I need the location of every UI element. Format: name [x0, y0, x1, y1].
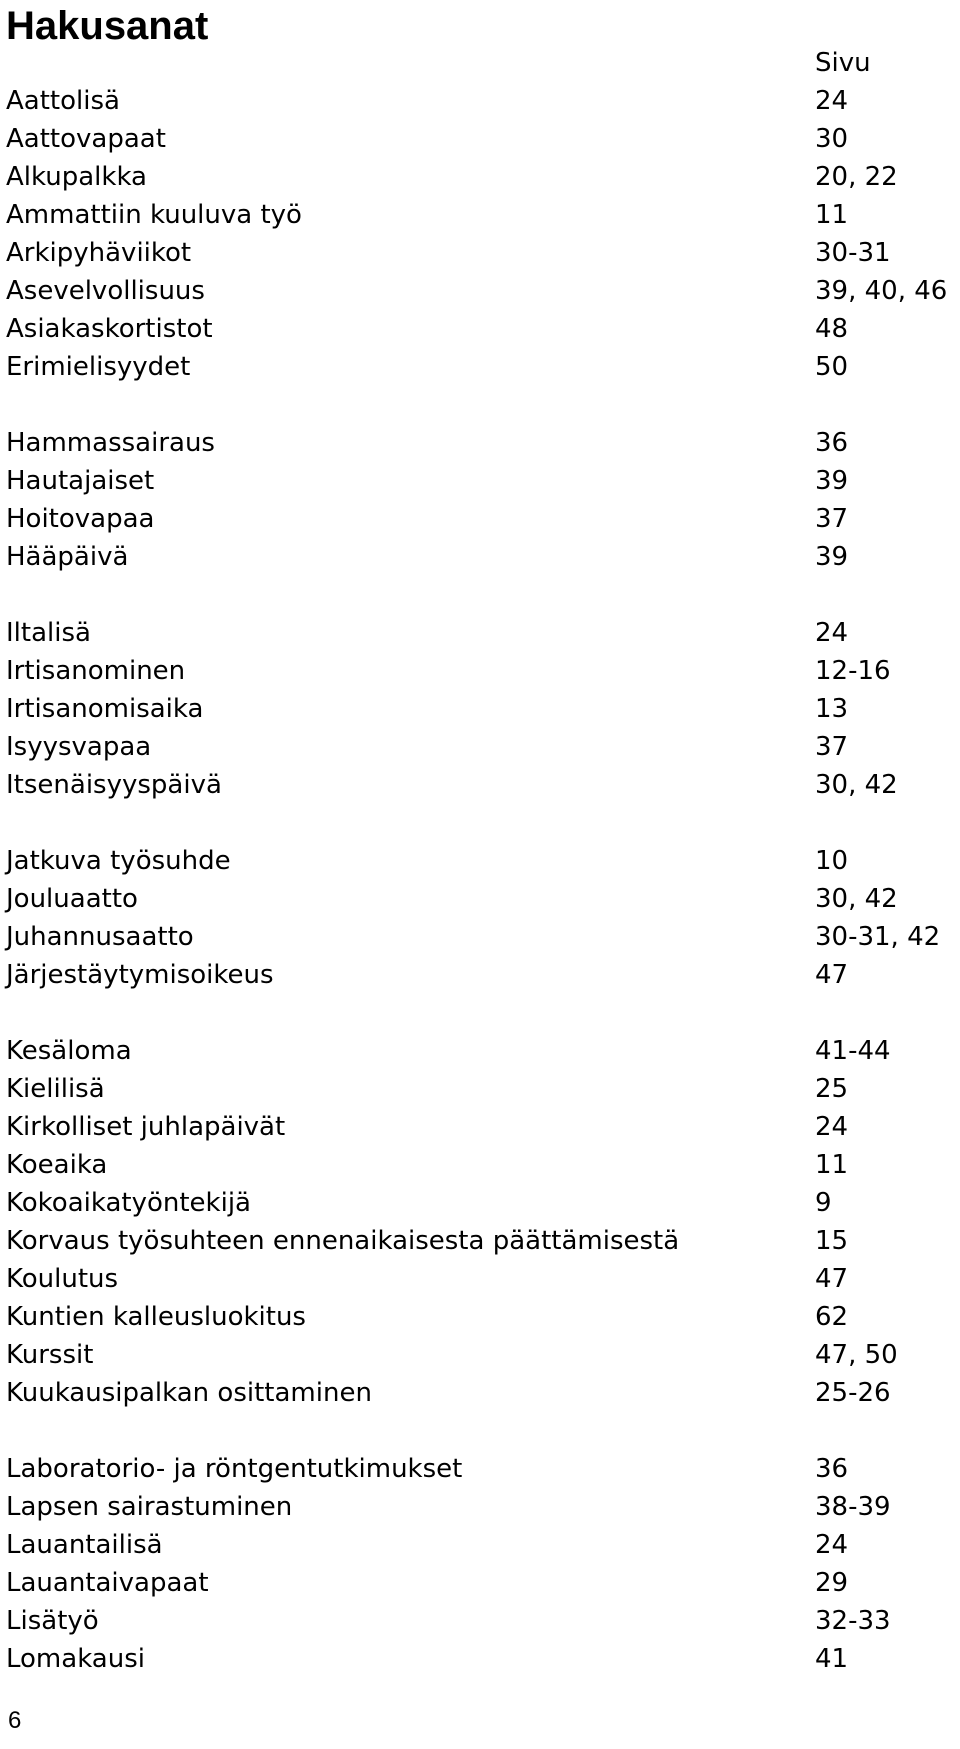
index-entry — [6, 1032, 956, 1070]
index-term: Jatkuva työsuhde — [6, 846, 231, 876]
index-pages: 30, 42 — [815, 770, 898, 800]
index-pages: 39 — [815, 466, 849, 496]
index-term: Järjestäytymisoikeus — [6, 960, 274, 990]
index-pages: 47 — [815, 1264, 849, 1294]
index-pages: 24 — [815, 86, 849, 116]
index-pages: 41 — [815, 1644, 849, 1674]
index-entry — [6, 234, 956, 272]
index-entry — [6, 956, 956, 994]
page-column-header: Sivu — [815, 48, 871, 78]
index-pages: 12-16 — [815, 656, 891, 686]
index-term: Asevelvollisuus — [6, 276, 205, 306]
index-term: Isyysvapaa — [6, 732, 152, 762]
index-term: Kurssit — [6, 1340, 94, 1370]
index-term: Iltalisä — [6, 618, 91, 648]
index-entry — [6, 196, 956, 234]
index-term: Juhannusaatto — [6, 922, 194, 952]
index-entry — [6, 728, 956, 766]
index-pages: 37 — [815, 732, 849, 762]
index-pages: 62 — [815, 1302, 849, 1332]
index-pages: 36 — [815, 428, 849, 458]
index-entry — [6, 880, 956, 918]
index-entry — [6, 614, 956, 652]
index-entry — [6, 272, 956, 310]
index-pages: 37 — [815, 504, 849, 534]
index-term: Hammassairaus — [6, 428, 215, 458]
index-group — [6, 82, 956, 386]
index-entry — [6, 1222, 956, 1260]
index-entry — [6, 1450, 956, 1488]
index-pages: 32-33 — [815, 1606, 891, 1636]
index-pages: 11 — [815, 1150, 849, 1180]
index-group — [6, 614, 956, 804]
index-pages: 48 — [815, 314, 849, 344]
index-entry — [6, 158, 956, 196]
index-term: Irtisanominen — [6, 656, 186, 686]
index-pages: 30 — [815, 124, 849, 154]
index-entry — [6, 1564, 956, 1602]
index-pages: 39 — [815, 542, 849, 572]
index-term: Aattovapaat — [6, 124, 166, 154]
index-term: Hoitovapaa — [6, 504, 155, 534]
index-pages: 38-39 — [815, 1492, 891, 1522]
index-term: Lauantaivapaat — [6, 1568, 209, 1598]
index-entry — [6, 348, 956, 386]
index-entry — [6, 1526, 956, 1564]
index-term: Aattolisä — [6, 86, 120, 116]
keyword-index — [6, 82, 956, 1716]
index-term: Kuukausipalkan osittaminen — [6, 1378, 372, 1408]
index-entry — [6, 424, 956, 462]
index-pages: 25-26 — [815, 1378, 891, 1408]
index-pages: 30, 42 — [815, 884, 898, 914]
index-pages: 15 — [815, 1226, 849, 1256]
index-entry — [6, 652, 956, 690]
index-entry — [6, 842, 956, 880]
index-pages: 50 — [815, 352, 849, 382]
page-title: Hakusanat — [6, 4, 209, 48]
index-term: Laboratorio- ja röntgentutkimukset — [6, 1454, 463, 1484]
index-term: Kirkolliset juhlapäivät — [6, 1112, 286, 1142]
index-entry — [6, 1640, 956, 1678]
index-pages: 24 — [815, 618, 849, 648]
index-pages: 9 — [815, 1188, 832, 1218]
index-group — [6, 1032, 956, 1412]
index-entry — [6, 766, 956, 804]
index-pages: 30-31 — [815, 238, 891, 268]
index-term: Kesäloma — [6, 1036, 132, 1066]
index-pages: 36 — [815, 1454, 849, 1484]
index-term: Ammattiin kuuluva työ — [6, 200, 302, 230]
index-term: Kielilisä — [6, 1074, 105, 1104]
index-term: Irtisanomisaika — [6, 694, 204, 724]
index-pages: 29 — [815, 1568, 849, 1598]
index-term: Itsenäisyyspäivä — [6, 770, 222, 800]
index-group — [6, 424, 956, 576]
index-term: Arkipyhäviikot — [6, 238, 192, 268]
index-entry — [6, 462, 956, 500]
index-pages: 11 — [815, 200, 849, 230]
index-entry — [6, 1298, 956, 1336]
index-entry — [6, 538, 956, 576]
index-term: Lapsen sairastuminen — [6, 1492, 293, 1522]
index-pages: 39, 40, 46 — [815, 276, 948, 306]
index-term: Erimielisyydet — [6, 352, 191, 382]
index-term: Alkupalkka — [6, 162, 147, 192]
index-term: Kuntien kalleusluokitus — [6, 1302, 306, 1332]
index-pages: 13 — [815, 694, 849, 724]
index-term: Lisätyö — [6, 1606, 99, 1636]
index-group — [6, 1450, 956, 1678]
index-pages: 47, 50 — [815, 1340, 898, 1370]
index-group — [6, 842, 956, 994]
index-entry — [6, 918, 956, 956]
index-entry — [6, 1336, 956, 1374]
index-term: Hautajaiset — [6, 466, 155, 496]
index-term: Hääpäivä — [6, 542, 129, 572]
index-term: Jouluaatto — [6, 884, 138, 914]
index-term: Lomakausi — [6, 1644, 145, 1674]
index-pages: 20, 22 — [815, 162, 898, 192]
index-entry — [6, 1146, 956, 1184]
index-entry — [6, 120, 956, 158]
index-pages: 47 — [815, 960, 849, 990]
index-term: Asiakaskortistot — [6, 314, 213, 344]
index-entry — [6, 82, 956, 120]
index-entry — [6, 1070, 956, 1108]
index-entry — [6, 1108, 956, 1146]
index-term: Kokoaikatyöntekijä — [6, 1188, 251, 1218]
index-entry — [6, 1260, 956, 1298]
index-entry — [6, 310, 956, 348]
index-pages: 10 — [815, 846, 849, 876]
index-pages: 25 — [815, 1074, 849, 1104]
index-entry — [6, 690, 956, 728]
index-entry — [6, 1602, 956, 1640]
page-number: 6 — [8, 1707, 22, 1734]
index-entry — [6, 500, 956, 538]
index-pages: 30-31, 42 — [815, 922, 941, 952]
index-term: Lauantailisä — [6, 1530, 163, 1560]
index-entry — [6, 1488, 956, 1526]
index-pages: 24 — [815, 1112, 849, 1142]
index-term: Koeaika — [6, 1150, 108, 1180]
index-entry — [6, 1184, 956, 1222]
index-term: Koulutus — [6, 1264, 119, 1294]
index-term: Korvaus työsuhteen ennenaikaisesta päättämisestä — [6, 1226, 680, 1256]
index-pages: 24 — [815, 1530, 849, 1560]
index-pages: 41-44 — [815, 1036, 891, 1066]
index-entry — [6, 1374, 956, 1412]
